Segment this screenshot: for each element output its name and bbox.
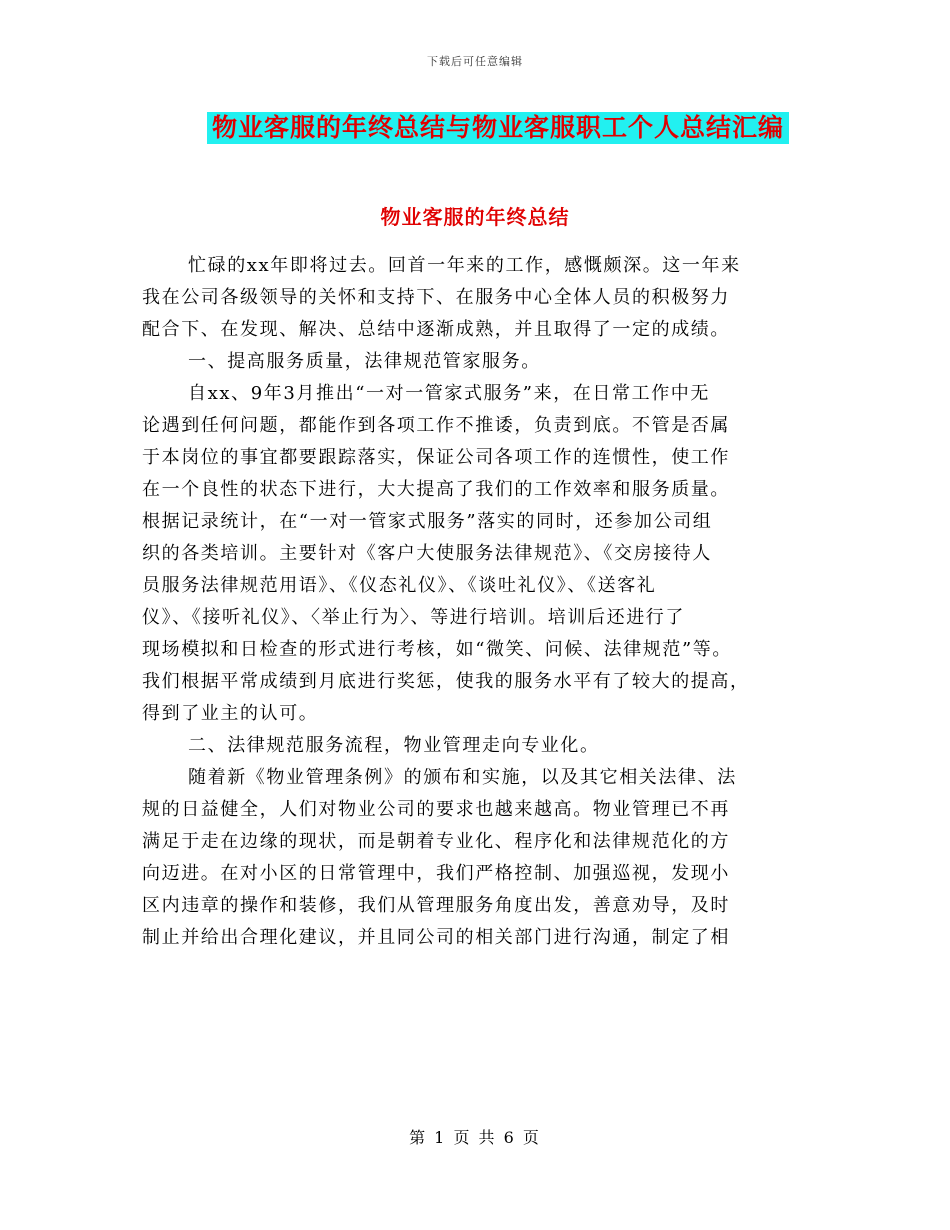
subheading-line: 二、法律规范服务流程，物业管理走向专业化。 (188, 735, 600, 756)
paragraph-line: 向迈进。在对小区的日常管理中，我们严格控制、加强巡视，发现小 (142, 863, 730, 884)
paragraph-line: 随着新《物业管理条例》的颁布和实施，以及其它相关法律、法 (188, 767, 737, 788)
section-title: 物业客服的年终总结 (380, 205, 570, 229)
main-title-highlight (207, 112, 789, 144)
paragraph-line: 员服务法律规范用语》、《仪态礼仪》、《谈吐礼仪》、《送客礼 (142, 575, 657, 596)
paragraph-line: 现场模拟和日检查的形式进行考核，如“微笑、问候、法律规范”等。 (142, 639, 733, 660)
paragraph-line: 满足于走在边缘的现状，而是朝着专业化、程序化和法律规范化的方 (142, 831, 730, 852)
header-note: 下载后可任意编辑 (427, 55, 523, 68)
subheading-line: 一、提高服务质量，法律规范管家服务。 (188, 351, 541, 372)
paragraph-line: 根据记录统计，在“一对一管家式服务”落实的同时，还参加公司组 (142, 511, 713, 532)
main-title: 物业客服的年终总结与物业客服职工个人总结汇编 (211, 113, 784, 142)
paragraph-line: 自xx、9年3月推出“一对一管家式服务”来，在日常工作中无 (188, 383, 711, 404)
paragraph-line: 忙碌的xx年即将过去。回首一年来的工作，感慨颇深。这一年来 (188, 255, 741, 276)
body-text (142, 250, 808, 954)
paragraph-line: 论遇到任何问题，都能作到各项工作不推诿，负责到底。不管是否属 (142, 415, 730, 436)
paragraph-line: 我在公司各级领导的关怀和支持下、在服务中心全体人员的积极努力 (142, 287, 730, 308)
paragraph-line: 规的日益健全，人们对物业公司的要求也越来越高。物业管理已不再 (142, 799, 730, 820)
paragraph-line: 于本岗位的事宜都要跟踪落实，保证公司各项工作的连惯性，使工作 (142, 447, 730, 468)
paragraph-line: 织的各类培训。主要针对《客户大使服务法律规范》、《交房接待人 (142, 543, 712, 564)
paragraph-line: 配合下、在发现、解决、总结中逐渐成熟，并且取得了一定的成绩。 (142, 319, 730, 340)
paragraph-line: 区内违章的操作和装修，我们从管理服务角度出发，善意劝导，及时 (142, 895, 730, 916)
paragraph-line: 我们根据平常成绩到月底进行奖惩，使我的服务水平有了较大的提高， (142, 671, 750, 692)
page-number-footer: 第 1 页 共 6 页 (409, 1128, 541, 1147)
paragraph-line: 制止并给出合理化建议，并且同公司的相关部门进行沟通，制定了相 (142, 927, 730, 948)
paragraph-line: 得到了业主的认可。 (142, 703, 319, 724)
paragraph-line: 在一个良性的状态下进行，大大提高了我们的工作效率和服务质量。 (142, 479, 730, 500)
paragraph-line: 仪》、《接听礼仪》、〈举止行为〉、等进行培训。培训后还进行了 (142, 607, 685, 628)
